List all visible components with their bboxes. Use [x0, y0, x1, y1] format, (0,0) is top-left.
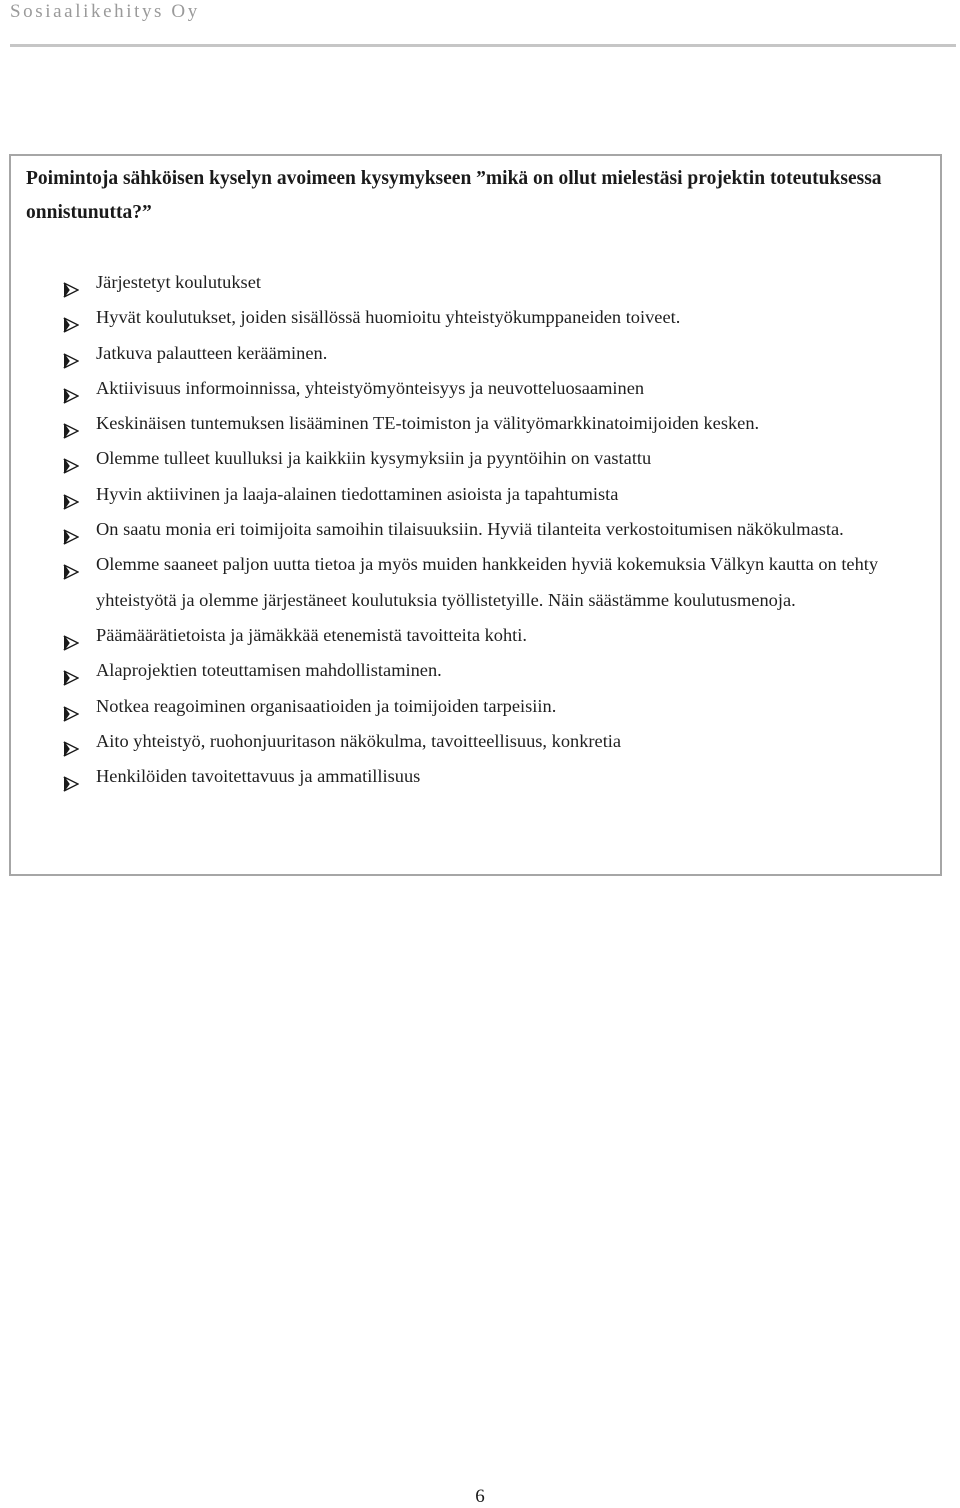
list-item: [11, 724, 940, 759]
list-item: [11, 300, 940, 335]
arrowhead-bullet-icon: [63, 310, 79, 326]
list-item-text: Päämäärätietoista ja jämäkkää etenemistä tavoitteita kohti.: [96, 624, 527, 645]
arrowhead-bullet-icon: [63, 487, 79, 503]
list-item: [11, 653, 940, 688]
arrowhead-bullet-icon: [63, 699, 79, 715]
arrowhead-bullet-icon: [63, 416, 79, 432]
list-item-text: Alaprojektien toteuttamisen mahdollistaminen.: [96, 660, 442, 681]
list-item-text: Aito yhteistyö, ruohonjuuritason näkökulma, tavoitteellisuus, konkretia: [96, 730, 622, 751]
arrowhead-bullet-icon: [63, 628, 79, 644]
list-item-text: Olemme saaneet paljon uutta tietoa ja myös muiden hankkeiden hyviä kokemuksia Välkyn kautta on tehty yhteistyötä ja olemme järjestäneet koulutuksia työllistetyille. Näin säästämme koulutusmenoja.: [96, 554, 879, 610]
arrowhead-bullet-icon: [63, 557, 79, 573]
box-title: Poimintoja sähköisen kyselyn avoimeen kysymykseen ”mikä on ollut mielestäsi projektin toteutuksessa onnistunutta?”: [26, 168, 882, 223]
list-item: [11, 371, 940, 406]
header-company-name: Sosiaalikehitys Oy: [10, 1, 200, 22]
list-item: [11, 618, 940, 653]
arrowhead-bullet-icon: [63, 381, 79, 397]
page-header: [10, 0, 956, 47]
list-item-text: Keskinäisen tuntemuksen lisääminen TE-toimiston ja välityömarkkinatoimijoiden kesken.: [96, 413, 760, 434]
list-item-text: Aktiivisuus informoinnissa, yhteistyömyönteisyys ja neuvotteluosaaminen: [96, 377, 645, 398]
list-item: [11, 689, 940, 724]
list-item: [11, 406, 940, 441]
list-item: [11, 265, 940, 300]
list-item-text: Henkilöiden tavoitettavuus ja ammatillisuus: [96, 766, 421, 787]
arrowhead-bullet-icon: [63, 663, 79, 679]
arrowhead-bullet-icon: [63, 346, 79, 362]
arrowhead-bullet-icon: [63, 769, 79, 785]
list-item-text: Hyvin aktiivinen ja laaja-alainen tiedottaminen asioista ja tapahtumista: [96, 483, 619, 504]
arrowhead-bullet-icon: [63, 275, 79, 291]
arrowhead-bullet-icon: [63, 734, 79, 750]
bullet-list: [11, 265, 940, 794]
survey-quotes-box: [9, 154, 942, 876]
list-item: [11, 441, 940, 476]
list-item-text: Olemme tulleet kuulluksi ja kaikkiin kysymyksiin ja pyyntöihin on vastattu: [96, 448, 652, 469]
list-item: [11, 547, 940, 618]
page-number: 6: [475, 1486, 485, 1507]
list-item-text: Järjestetyt koulutukset: [96, 272, 261, 292]
arrowhead-bullet-icon: [63, 522, 79, 538]
list-item: [11, 477, 940, 512]
list-item: [11, 512, 940, 547]
list-item-text: Jatkuva palautteen kerääminen.: [96, 342, 328, 363]
list-item: [11, 759, 940, 794]
list-item: [11, 336, 940, 371]
list-item-text: Notkea reagoiminen organisaatioiden ja toimijoiden tarpeisiin.: [96, 695, 557, 716]
arrowhead-bullet-icon: [63, 451, 79, 467]
list-item-text: Hyvät koulutukset, joiden sisällössä huomioitu yhteistyökumppaneiden toiveet.: [96, 307, 681, 328]
list-item-text: On saatu monia eri toimijoita samoihin tilaisuuksiin. Hyviä tilanteita verkostoitumisen näkökulmasta.: [96, 519, 844, 540]
